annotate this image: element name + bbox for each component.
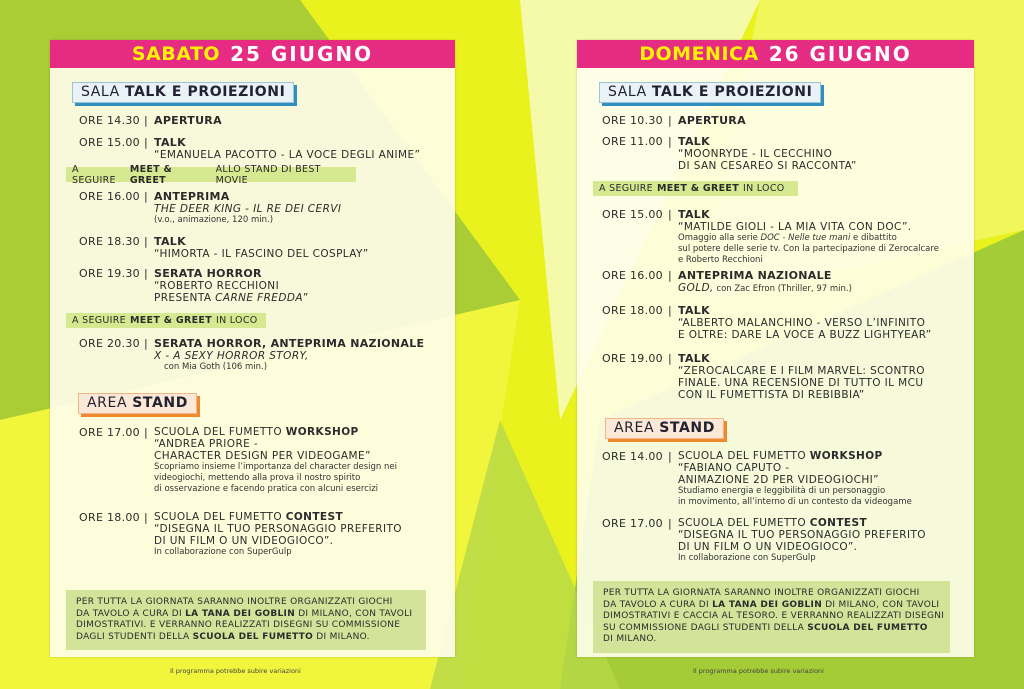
meet-greet-banner bbox=[66, 163, 356, 186]
event-subtitle: DI SAN CESAREO SI RACCONTA” bbox=[678, 160, 857, 172]
event-apertura bbox=[678, 114, 746, 127]
day-header bbox=[50, 40, 455, 68]
meet-post: IN LOCO bbox=[742, 183, 785, 194]
time-label: ORE 17.00 bbox=[602, 517, 663, 530]
event-subtitle: “MOONRYDE - IL CECCHINO bbox=[678, 148, 833, 160]
day-date: 25 GIUGNO bbox=[230, 42, 374, 66]
info-line-part: DA TAVOLO A CURA DI bbox=[76, 608, 186, 619]
event-title: ANTEPRIMA NAZIONALE bbox=[678, 269, 832, 282]
event-talk-himorta bbox=[154, 235, 369, 260]
time-separator: | bbox=[144, 114, 148, 127]
footnote: Il programma potrebbe subire variazioni bbox=[170, 667, 301, 675]
time-separator: | bbox=[144, 235, 148, 248]
time-label: ORE 19.00 bbox=[602, 352, 663, 365]
event-subtitle: “ZEROCALCARE E I FILM MARVEL: SCONTRO bbox=[678, 365, 925, 377]
event-note-part: e dibattito bbox=[850, 233, 897, 243]
event-subtitle: “HIMORTA - IL FASCINO DEL COSPLAY” bbox=[154, 248, 369, 260]
info-line: DIMOSTRATIVI. E VERRANNO REALIZZATI DISEGNI SU COMMISSIONE bbox=[76, 620, 401, 630]
info-line-bold: LA TANA DEI GOBLIN bbox=[185, 608, 296, 619]
event-title: APERTURA bbox=[678, 114, 746, 127]
time-label: ORE 20.30 bbox=[79, 337, 140, 350]
event-subtitle: “ALBERTO MALANCHINO - VERSO L’INFINITO bbox=[678, 317, 926, 329]
stand-title: SCUOLA DEL FUMETTO bbox=[154, 511, 286, 523]
stand-title-bold: CONTEST bbox=[809, 517, 868, 529]
stand-title-bold: WORKSHOP bbox=[285, 426, 359, 438]
time-separator: | bbox=[668, 135, 672, 148]
section-label-bold: STAND bbox=[132, 395, 188, 411]
event-note: Studiamo energia e leggibilità di un personaggio bbox=[678, 486, 886, 496]
event-subtitle: “FABIANO CAPUTO - bbox=[678, 462, 790, 474]
info-line-part: DA TAVOLO A CURA DI bbox=[603, 599, 713, 610]
section-label: SALA bbox=[81, 84, 120, 100]
event-subtitle: “DISEGNA IL TUO PERSONAGGIO PREFERITO bbox=[678, 529, 926, 541]
time-separator: | bbox=[144, 136, 148, 149]
stand-title: SCUOLA DEL FUMETTO bbox=[154, 426, 286, 438]
meet-pre: A SEGUIRE bbox=[72, 315, 126, 326]
event-note: e Roberto Recchioni bbox=[678, 255, 763, 265]
event-subtitle: “EMANUELA PACOTTO - LA VOCE DEGLI ANIME” bbox=[154, 149, 421, 161]
info-line-part: DI MILANO. bbox=[313, 631, 370, 642]
event-subtitle: FINALE. UNA RECENSIONE DI TUTTO IL MCU bbox=[678, 377, 924, 389]
info-line-bold: SCUOLA DEL FUMETTO bbox=[807, 622, 928, 633]
event-note: In collaborazione con SuperGulp bbox=[154, 547, 292, 557]
meet-post: ALLO STAND DI BEST MOVIE bbox=[215, 163, 321, 186]
time-separator: | bbox=[668, 517, 672, 530]
time-label: ORE 11.00 bbox=[602, 135, 663, 148]
day-name: DOMENICA bbox=[639, 43, 759, 65]
section-label-bold: TALK E PROIEZIONI bbox=[124, 84, 286, 100]
info-box bbox=[66, 590, 426, 650]
series-title: DOC - Nelle tue mani bbox=[760, 233, 851, 243]
section-area-heading bbox=[605, 418, 724, 439]
event-subtitle: DI UN FILM O UN VIDEOGIOCO”. bbox=[678, 541, 858, 553]
event-title: SERATA HORROR, ANTEPRIMA NAZIONALE bbox=[154, 337, 425, 350]
event-anteprima-x bbox=[154, 337, 424, 373]
info-line: PER TUTTA LA GIORNATA SARANNO INOLTRE ORGANIZZATI GIOCHI bbox=[603, 588, 920, 598]
info-line-part: DI MILANO, CON TAVOLI bbox=[295, 608, 413, 619]
day-date: 26 GIUGNO bbox=[768, 42, 912, 66]
event-subtitle-part: ” bbox=[302, 292, 309, 304]
film-title: X - A SEXY HORROR STORY, bbox=[154, 350, 309, 362]
stand-contest bbox=[678, 517, 926, 564]
event-note: in movimento, all’interno di un contesto da videogame bbox=[678, 497, 912, 507]
event-note-part: Omaggio alla serie bbox=[678, 233, 761, 243]
event-apertura bbox=[154, 114, 222, 127]
info-line-bold: SCUOLA DEL FUMETTO bbox=[192, 631, 314, 642]
event-title: TALK bbox=[154, 136, 186, 149]
section-sala-heading bbox=[72, 82, 294, 103]
event-anteprima-gold bbox=[678, 269, 852, 295]
info-line-part: SU COMMISSIONE DAGLI STUDENTI DELLA bbox=[603, 622, 808, 633]
footnote: Il programma potrebbe subire variazioni bbox=[693, 667, 824, 675]
time-label: ORE 17.00 bbox=[79, 426, 140, 439]
event-note: con Zac Efron (Thriller, 97 min.) bbox=[713, 284, 852, 294]
day-header bbox=[577, 40, 974, 68]
event-subtitle: “DISEGNA IL TUO PERSONAGGIO PREFERITO bbox=[154, 523, 402, 535]
time-separator: | bbox=[144, 511, 148, 524]
time-label: ORE 16.00 bbox=[79, 190, 140, 203]
time-separator: | bbox=[668, 208, 672, 221]
time-separator: | bbox=[144, 190, 148, 203]
event-subtitle-part: PRESENTA bbox=[154, 292, 216, 304]
meet-pre: A SEGUIRE bbox=[599, 183, 653, 194]
stand-workshop bbox=[154, 426, 397, 495]
event-talk-moonryde bbox=[678, 135, 857, 172]
event-subtitle: CHARACTER DESIGN PER VIDEOGAME” bbox=[154, 450, 371, 462]
time-label: ORE 18.00 bbox=[79, 511, 140, 524]
time-label: ORE 19.30 bbox=[79, 267, 140, 280]
info-box bbox=[593, 581, 950, 653]
event-anteprima-deer-king bbox=[154, 190, 341, 226]
event-serata-horror bbox=[154, 267, 309, 304]
section-label-bold: TALK E PROIEZIONI bbox=[651, 84, 813, 100]
section-area-heading bbox=[78, 393, 197, 414]
section-label: AREA bbox=[614, 420, 655, 436]
event-title: TALK bbox=[678, 304, 710, 317]
event-note: (v.o., animazione, 120 min.) bbox=[154, 215, 274, 225]
stand-title-bold: WORKSHOP bbox=[809, 450, 883, 462]
info-line-bold: LA TANA DEI GOBLIN bbox=[712, 599, 823, 610]
meet-bold: MEET & GREET bbox=[129, 315, 212, 326]
time-separator: | bbox=[668, 450, 672, 463]
event-talk-zerocalcare bbox=[678, 352, 925, 401]
film-title: GOLD, bbox=[678, 282, 714, 294]
info-line: PER TUTTA LA GIORNATA SARANNO INOLTRE ORGANIZZATI GIOCHI bbox=[76, 597, 393, 607]
time-separator: | bbox=[668, 352, 672, 365]
meet-greet-banner bbox=[66, 313, 266, 328]
event-talk-pacotto bbox=[154, 136, 420, 161]
saturday-program-card bbox=[50, 40, 455, 657]
event-title: ANTEPRIMA bbox=[154, 190, 230, 203]
event-title: TALK bbox=[678, 208, 710, 221]
event-note: Scopriamo insieme l’importanza del character design nei bbox=[154, 462, 397, 472]
event-talk-malanchino bbox=[678, 304, 932, 341]
time-label: ORE 18.30 bbox=[79, 235, 140, 248]
info-line-part: DI MILANO, CON TAVOLI bbox=[822, 599, 940, 610]
meet-bold: MEET & GREET bbox=[129, 163, 173, 186]
event-subtitle: “ANDREA PRIORE - bbox=[154, 438, 259, 450]
time-separator: | bbox=[144, 426, 148, 439]
event-note: con Mia Goth (106 min.) bbox=[164, 362, 268, 372]
event-note: sul potere delle serie tv. Con la partecipazione di Zerocalcare bbox=[678, 244, 939, 254]
time-separator: | bbox=[144, 337, 148, 350]
time-label: ORE 10.30 bbox=[602, 114, 663, 127]
event-title: SERATA HORROR bbox=[154, 267, 262, 280]
event-subtitle: ANIMAZIONE 2D PER VIDEOGIOCHI” bbox=[678, 474, 879, 486]
event-title: TALK bbox=[154, 235, 186, 248]
event-subtitle: “ROBERTO RECCHIONI bbox=[154, 280, 280, 292]
day-name: SABATO bbox=[131, 43, 221, 65]
section-label: SALA bbox=[608, 84, 647, 100]
section-sala-heading bbox=[599, 82, 821, 103]
event-note: di osservazione e facendo pratica con alcuni esercizi bbox=[154, 484, 379, 494]
event-subtitle: “MATILDE GIOLI - LA MIA VITA CON DOC”. bbox=[678, 221, 912, 233]
time-separator: | bbox=[144, 267, 148, 280]
event-title: TALK bbox=[678, 352, 710, 365]
info-line: DIMOSTRATIVI E CACCIA AL TESORO. E VERRANNO REALIZZATI DISEGNI bbox=[603, 611, 945, 621]
time-label: ORE 14.30 bbox=[79, 114, 140, 127]
film-title: THE DEER KING - IL RE DEI CERVI bbox=[154, 203, 342, 215]
time-label: ORE 16.00 bbox=[602, 269, 663, 282]
event-subtitle: DI UN FILM O UN VIDEOGIOCO”. bbox=[154, 535, 334, 547]
meet-greet-banner bbox=[593, 181, 798, 196]
meet-pre: A SEGUIRE bbox=[72, 163, 116, 186]
time-separator: | bbox=[668, 269, 672, 282]
time-label: ORE 15.00 bbox=[79, 136, 140, 149]
meet-post: IN LOCO bbox=[215, 315, 258, 326]
film-title: CARNE FREDDA bbox=[215, 292, 303, 304]
sunday-program-card bbox=[577, 40, 974, 657]
stand-contest bbox=[154, 511, 402, 558]
info-line-part: DAGLI STUDENTI DELLA bbox=[76, 631, 193, 642]
meet-bold: MEET & GREET bbox=[656, 183, 739, 194]
stand-title: SCUOLA DEL FUMETTO bbox=[678, 517, 810, 529]
time-label: ORE 14.00 bbox=[602, 450, 663, 463]
event-note: videogiochi, mettendo alla prova il nostro spirito bbox=[154, 473, 361, 483]
event-note: In collaborazione con SuperGulp bbox=[678, 553, 816, 563]
stand-workshop bbox=[678, 450, 912, 508]
info-line: DI MILANO. bbox=[603, 634, 657, 644]
time-separator: | bbox=[668, 304, 672, 317]
time-separator: | bbox=[668, 114, 672, 127]
stand-title: SCUOLA DEL FUMETTO bbox=[678, 450, 810, 462]
event-subtitle: E OLTRE: DARE LA VOCE A BUZZ LIGHTYEAR” bbox=[678, 329, 932, 341]
stand-title-bold: CONTEST bbox=[285, 511, 344, 523]
event-talk-gioli bbox=[678, 208, 939, 266]
section-label-bold: STAND bbox=[659, 420, 715, 436]
time-label: ORE 15.00 bbox=[602, 208, 663, 221]
event-title: TALK bbox=[678, 135, 710, 148]
section-label: AREA bbox=[87, 395, 128, 411]
event-subtitle: CON IL FUMETTISTA DI REBIBBIA” bbox=[678, 389, 865, 401]
time-label: ORE 18.00 bbox=[602, 304, 663, 317]
event-title: APERTURA bbox=[154, 114, 222, 127]
